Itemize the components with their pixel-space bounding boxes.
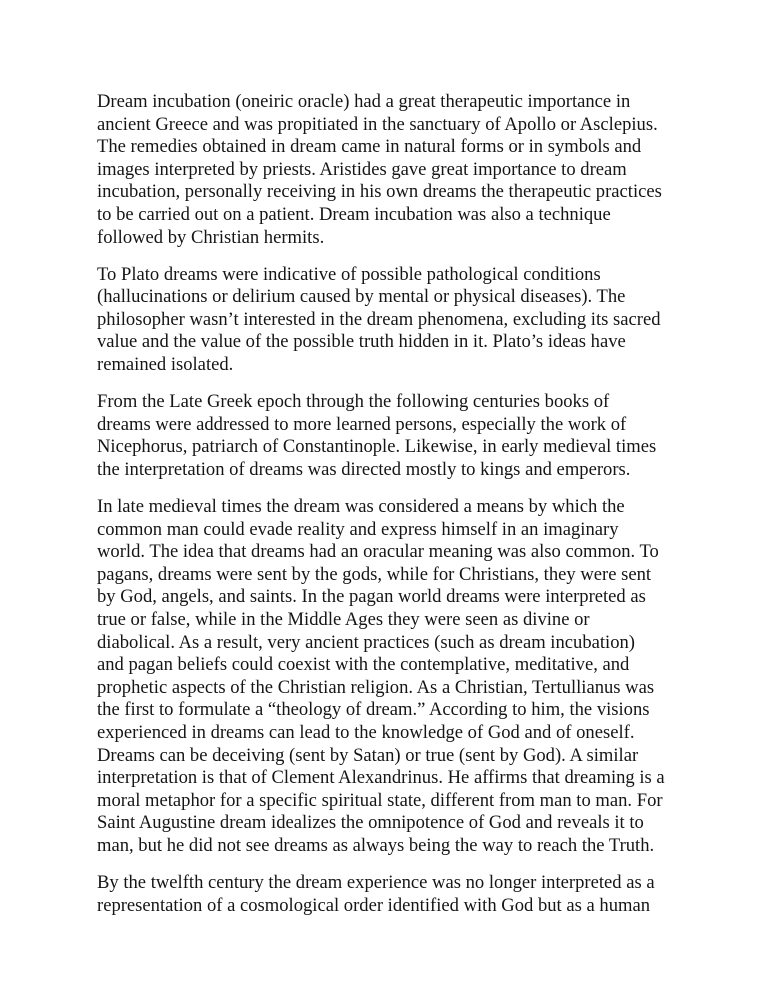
text-line: remained isolated. [97, 354, 234, 376]
text-line: pagans, dreams were sent by the gods, while for Christians, they were sent [97, 563, 652, 585]
text-line: followed by Christian hermits. [97, 226, 325, 248]
text-line: prophetic aspects of the Christian religion. As a Christian, Tertullianus was [97, 676, 655, 698]
text-line: experienced in dreams can lead to the knowledge of God and of oneself. [97, 721, 635, 743]
text-line: to be carried out on a patient. Dream incubation was also a technique [97, 203, 611, 225]
text-line: dreams were addressed to more learned persons, especially the work of [97, 413, 627, 435]
text-line: the first to formulate a “theology of dream.” According to him, the visions [97, 699, 650, 721]
text-line: representation of a cosmological order identified with God but as a human [97, 894, 651, 916]
text-line: images interpreted by priests. Aristides gave great importance to dream [97, 158, 627, 180]
paragraph-dream-incubation [97, 91, 687, 249]
text-line: Dreams can be deceiving (sent by Satan) or true (sent by God). A similar [97, 744, 639, 766]
text-line: by God, angels, and saints. In the pagan world dreams were interpreted as [97, 586, 646, 608]
text-line: Nicephorus, patriarch of Constantinople. Likewise, in early medieval times [97, 436, 657, 458]
text-line: Saint Augustine dream idealizes the omnipotence of God and reveals it to [97, 812, 644, 834]
paragraph-late-medieval [97, 496, 687, 858]
text-line: By the twelfth century the dream experience was no longer interpreted as a [97, 872, 655, 893]
paragraph-late-greek [97, 391, 687, 481]
text-line: The remedies obtained in dream came in natural forms or in symbols and [97, 136, 642, 158]
paragraph-plato [97, 264, 687, 377]
text-line: Dream incubation (oneiric oracle) had a great therapeutic importance in [97, 91, 631, 112]
text-line: man, but he did not see dreams as always being the way to reach the Truth. [97, 834, 655, 856]
text-line: To Plato dreams were indicative of possible pathological conditions [97, 263, 601, 285]
text-line: true or false, while in the Middle Ages they were seen as divine or [97, 608, 590, 630]
text-line: (hallucinations or delirium caused by mental or physical diseases). The [97, 286, 626, 308]
document-page [97, 91, 687, 932]
text-line: diabolical. As a result, very ancient practices (such as dream incubation) [97, 631, 635, 653]
text-line: moral metaphor for a specific spiritual state, different from man to man. For [97, 789, 663, 811]
text-line: ancient Greece and was propitiated in the sanctuary of Apollo or Asclepius. [97, 113, 658, 135]
text-line: value and the value of the possible truth hidden in it. Plato’s ideas have [97, 331, 626, 353]
text-line: In late medieval times the dream was considered a means by which the [97, 496, 625, 517]
text-line: and pagan beliefs could coexist with the contemplative, meditative, and [97, 654, 630, 676]
text-line: common man could evade reality and express himself in an imaginary [97, 518, 619, 540]
text-line: philosopher wasn’t interested in the dream phenomena, excluding its sacred [97, 308, 661, 330]
text-line: interpretation is that of Clement Alexandrinus. He affirms that dreaming is a [97, 767, 665, 789]
text-line: the interpretation of dreams was directed mostly to kings and emperors. [97, 458, 631, 480]
text-line: world. The idea that dreams had an oracular meaning was also common. To [97, 541, 659, 563]
text-line: From the Late Greek epoch through the following centuries books of [97, 391, 610, 413]
paragraph-twelfth-century [97, 872, 687, 917]
text-line: incubation, personally receiving in his own dreams the therapeutic practices [97, 181, 662, 203]
